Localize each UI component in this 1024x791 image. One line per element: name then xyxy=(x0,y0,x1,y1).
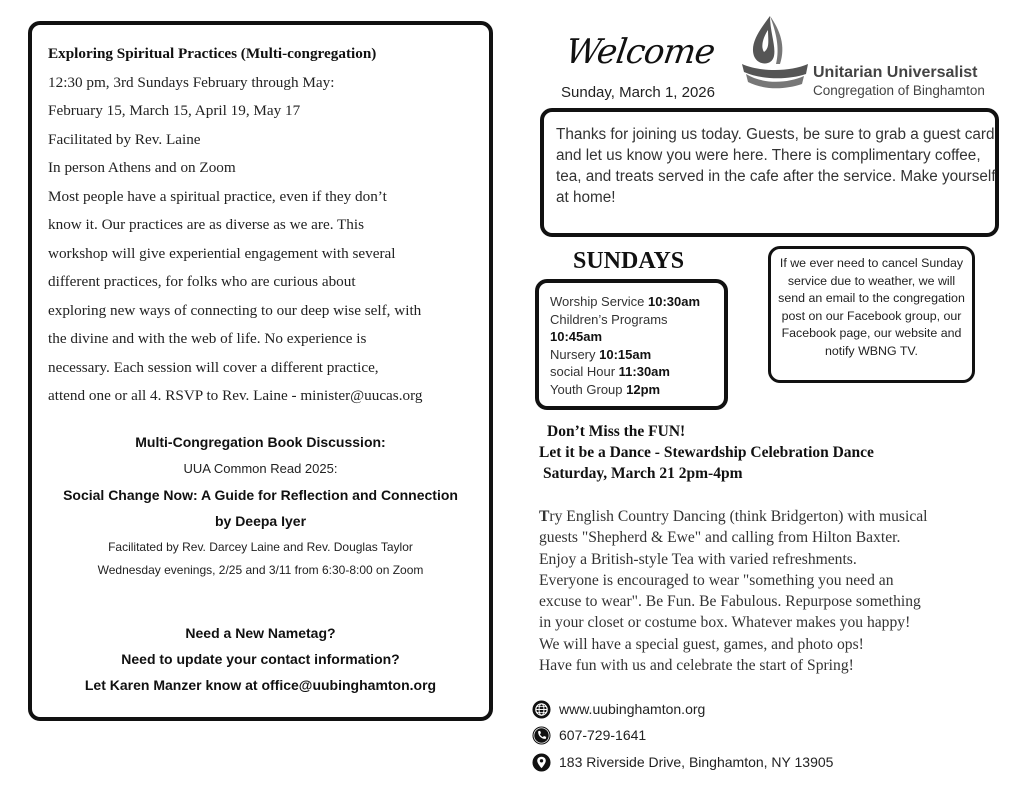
org-name: Unitarian Universalist xyxy=(813,64,978,81)
schedule-label: Youth Group xyxy=(550,381,627,397)
schedule-label: Worship Service xyxy=(550,294,649,309)
event-description-line: Have fun with us and celebrate the start of Spring! xyxy=(539,657,854,675)
schedule-time: 10:30am xyxy=(648,294,701,309)
contact-website[interactable] xyxy=(532,699,705,719)
event-description-line: in your closet or costume box. Whatever makes you happy! xyxy=(539,614,911,632)
event-description-line: We will have a special guest, games, and photo ops! xyxy=(539,635,864,653)
left-info-panel xyxy=(28,21,493,721)
contact-phone[interactable] xyxy=(532,725,646,745)
schedule-time: 11:30am xyxy=(618,364,670,379)
street-address: 183 Riverside Drive, Binghamton, NY 13905 xyxy=(559,754,834,770)
spiritual-line: exploring new ways of connecting to our deep wise self, with xyxy=(48,302,422,319)
sundays-schedule-box xyxy=(535,279,728,410)
event-description-line: guests "Shepherd & Ewe" and calling from Hilton Baxter. xyxy=(539,529,901,547)
schedule-item xyxy=(550,346,700,364)
spiritual-line: 12:30 pm, 3rd Sundays February through May: xyxy=(48,74,335,91)
welcome-message-box xyxy=(540,108,999,237)
sundays-schedule-list xyxy=(550,293,700,398)
spiritual-line: attend one or all 4. RSVP to Rev. Laine - minister@uucas.org xyxy=(48,387,423,404)
spiritual-line: workshop will give experiential engagement with several xyxy=(48,245,396,262)
schedule-label: Children’s Programs xyxy=(550,311,668,327)
event-description xyxy=(539,506,979,676)
schedule-label: Nursery xyxy=(550,346,600,362)
schedule-item xyxy=(550,293,700,311)
event-description-line: excuse to wear". Be Fun. Be Fabulous. Repurpose something xyxy=(539,593,921,611)
spiritual-line: Most people have a spiritual practice, even if they don’t xyxy=(48,188,387,205)
schedule-item xyxy=(550,381,700,399)
service-date: Sunday, March 1, 2026 xyxy=(561,84,715,101)
book-facilitators: Facilitated by Rev. Darcey Laine and Rev. Douglas Taylor xyxy=(108,540,413,554)
phone-icon xyxy=(532,726,551,745)
org-subname: Congregation of Binghamton xyxy=(813,83,985,98)
event-text: ry English Country Dancing (think Bridgerton) with musical xyxy=(549,508,928,525)
globe-icon xyxy=(532,700,551,719)
schedule-time: 10:45am xyxy=(550,329,603,344)
spiritual-line: In person Athens and on Zoom xyxy=(48,159,236,176)
book-discussion-heading: Multi-Congregation Book Discussion: xyxy=(135,434,386,450)
event-description-line: Enjoy a British-style Tea with varied refreshments. xyxy=(539,550,857,568)
spiritual-line: know it. Our practices are as diverse as we are. This xyxy=(48,216,365,233)
schedule-item xyxy=(550,311,700,346)
sundays-title: SUNDAYS xyxy=(573,248,685,274)
book-author: by Deepa Iyer xyxy=(214,513,307,529)
schedule-label: social Hour xyxy=(550,364,619,379)
book-title: Social Change Now: A Guide for Reflection and Connection xyxy=(63,487,458,503)
schedule-item xyxy=(550,363,700,381)
chalice-logo-icon xyxy=(740,12,810,92)
event-datetime: Saturday, March 21 2pm-4pm xyxy=(543,465,743,482)
spiritual-line: February 15, March 15, April 19, May 17 xyxy=(48,102,301,119)
cancellation-notice: If we ever need to cancel Sunday service due to weather, we will send an email to the congregation post on our Facebook group, our Facebook page, our website and notify WBNG TV. xyxy=(778,256,965,358)
contact-address[interactable] xyxy=(532,752,833,772)
spiritual-practices-title: Exploring Spiritual Practices (Multi-congregation) xyxy=(48,45,377,62)
nametag-line-2: Need to update your contact information? xyxy=(121,651,400,667)
map-pin-icon xyxy=(532,753,551,772)
book-schedule: Wednesday evenings, 2/25 and 3/11 from 6:30-8:00 on Zoom xyxy=(97,563,424,577)
website-link[interactable]: www.uubinghamton.org xyxy=(559,701,706,717)
spiritual-line: the divine and with the web of life. No experience is xyxy=(48,330,367,347)
nametag-line-3: Let Karen Manzer know at office@uubinghamton.org xyxy=(84,677,437,693)
drop-letter: T xyxy=(539,508,550,525)
spiritual-line: different practices, for folks who are curious about xyxy=(48,273,356,290)
book-discussion-subheading: UUA Common Read 2025: xyxy=(183,461,338,476)
schedule-time: 10:15am xyxy=(599,346,652,362)
spiritual-line: Facilitated by Rev. Laine xyxy=(48,131,201,148)
welcome-message: Thanks for joining us today. Guests, be sure to grab a guest card and let us know you were here. There is complimentary coffee, tea, and treats served in the cafe after the service. Make yourself at home! xyxy=(556,126,996,206)
event-tagline: Don’t Miss the FUN! xyxy=(547,423,686,440)
welcome-heading: Welcome xyxy=(563,32,717,72)
event-description-line: Everyone is encouraged to wear "something you need an xyxy=(539,571,894,589)
spiritual-line: necessary. Each session will cover a different practice, xyxy=(48,359,379,376)
phone-number[interactable]: 607-729-1641 xyxy=(559,727,647,743)
event-title: Let it be a Dance - Stewardship Celebration Dance xyxy=(539,444,874,461)
nametag-line-1: Need a New Nametag? xyxy=(185,625,336,641)
event-description-line xyxy=(539,506,979,527)
cancellation-notice-box xyxy=(768,246,975,383)
schedule-time: 12pm xyxy=(626,381,661,397)
